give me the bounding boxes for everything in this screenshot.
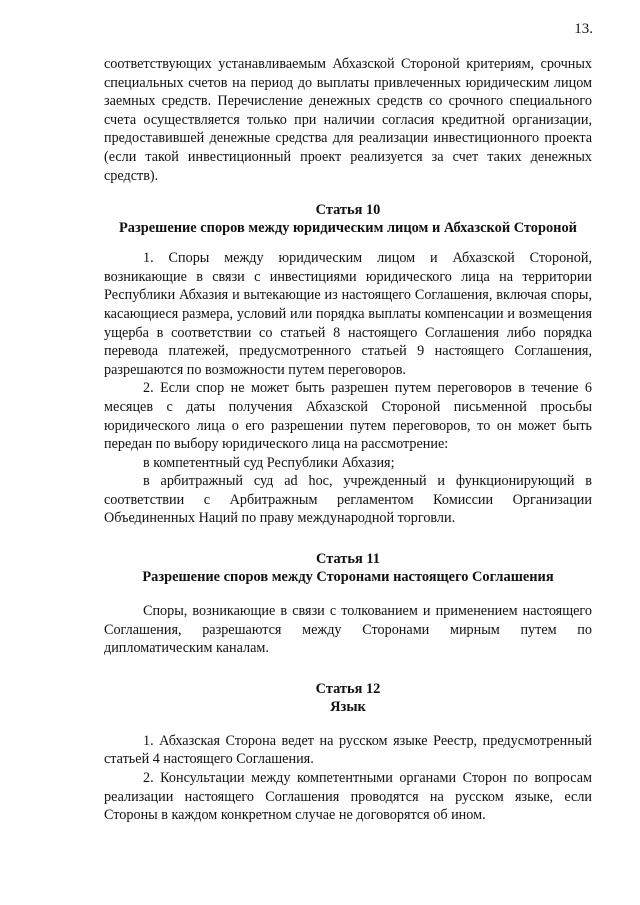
article-12-paragraph-2: 2. Консультации между компетентными органами Сторон по вопросам реализации настоящего Соглашения проводятся на русском языке, если Стороны в каждом конкретном случае не договорятся об ином. (104, 770, 592, 824)
article-10 (104, 201, 592, 528)
article-11-number: Статья 11 (316, 551, 380, 568)
intro-paragraph: соответствующих устанавливаемым Абхазской Стороной критериям, срочных специальных счетов на период до выплаты привлеченных юридическим лицом заемных средств. Перечисление денежных средств со срочного специального счета осуществляется только при наличии согласия кредитной организации, предоставившей денежные средства для реализации инвестиционного проекта (если такой инвестиционный проект реализуется за счет таких денежных средств). (104, 56, 592, 184)
article-12 (104, 680, 592, 825)
article-10-paragraph-3: в компетентный суд Республики Абхазия; (143, 454, 395, 471)
article-10-number: Статья 10 (315, 202, 381, 219)
article-10-paragraph-1: 1. Споры между юридическим лицом и Абхазской Стороной, возникающие в связи с инвестициями юридического лица на территории Республики Абхазия и вытекающие из настоящего Соглашения, включая споры, касающиеся размера, условий или порядка выплаты компенсации и возмещения ущерба в соответствии со статьей 8 настоящего Соглашения либо порядка перевода платежей, предусмотренного статьей 9 настоящего Соглашения, разрешаются по возможности путем переговоров. (104, 250, 592, 378)
article-12-title: Язык (330, 698, 366, 715)
article-11-title: Разрешение споров между Сторонами настоящего Соглашения (142, 569, 554, 586)
article-10-paragraph-2: 2. Если спор не может быть разрешен путем переговоров в течение 6 месяцев с даты получения Абхазской Стороной письменной просьбы юридического лица о его разрешении путем переговоров, то он может быть передан по выбору юридического лица на рассмотрение: (104, 380, 592, 453)
article-10-paragraph-4: в арбитражный суд ad hoc, учрежденный и функционирующий в соответствии с Арбитражным регламентом Комиссии Организации Объединенных Наций по праву международной торговли. (104, 473, 592, 527)
document-body (104, 55, 592, 825)
article-11-paragraph-1: Споры, возникающие в связи с толкованием и применением настоящего Соглашения, разрешаются между Сторонами мирным путем по дипломатическим каналам. (104, 603, 592, 657)
page-number: 13. (574, 21, 593, 37)
article-12-number: Статья 12 (315, 680, 381, 697)
article-12-paragraph-1: 1. Абхазская Сторона ведет на русском языке Реестр, предусмотренный статьей 4 настоящего Соглашения. (104, 732, 592, 768)
article-11 (104, 550, 592, 658)
article-10-title: Разрешение споров между юридическим лицом и Абхазской Стороной (119, 220, 577, 237)
